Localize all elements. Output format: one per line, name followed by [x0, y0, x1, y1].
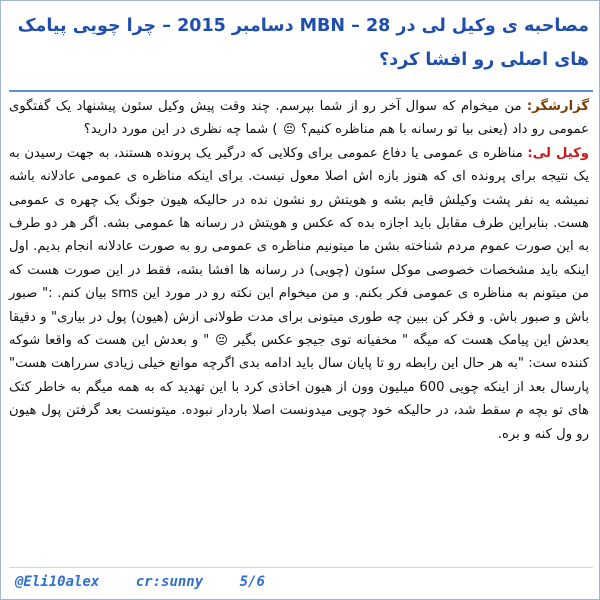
title-divider [9, 90, 593, 92]
speaker-reporter-label: گزارشگر: [526, 99, 589, 114]
reporter-text-before: من میخوام که سوال آخر رو از شما بپرسم. چند وقت پیش وکیل سئون پیشنهاد یک گفتگوی عمومی رو داد (یعنی بیا تو رسانه با هم مناظره کنیم؟ [9, 99, 589, 138]
interview-body [9, 95, 589, 446]
page-footer [1, 567, 599, 599]
lawyer-text-part-3: " و بعدش این هست که واقعا شوکه کننده ست: "به هر حال این رابطه رو تا پایان سال باید ادامه بدی اگرچه موانع خیلی زیادی سرراهت هست" پارسال بعد از اینکه چویی [9, 333, 589, 395]
neutral-face-icon [216, 334, 227, 345]
lawyer-text-part-1: مناظره ی عمومی یا دفاع عمومی برای وکلایی که درگیر یک پرونده هستند، به جهت رسیدن به یک نتیجه برای پرونده ای که هنوز بازه اش اصلا معول نیست. برای اینکه مناظره ی عمومی عادلانه باشه نمیشه یه نفر پشت وکیلش قایم بشه و هویتش رو نشون نده در حالیکه هیون جونگ یک چهره ی عمومی هست. بنابراین طرف مقابل باید اجازه بده که عکس و هویتش در رسانه ها عمومی بشه. اگر هر دو طرف به این صورت عموم مردم شناخته بشن ما میتونیم مناظره ی عمومی رو به صورت عادلانه انجام بدیم. اول اینکه باید مشخصات خصوصی موکل سئون (چویی) در رسانه ها افشا بشه، فقط در این صورت هست که من میتونم به مناظره ی عمومی فکر بکنم. و من میخوام این نکته رو در مورد این [9, 145, 589, 302]
lawyer-text-part-4: میلیون وون از هیون اخاذی کرد با این تهدید که به همه میگم به خاطر کتک های تو بچه م سقط شد، در حالیکه خود چویی میدونست اصلا باردار نبوده. میتونست بعد گرفتن پول هیون رو ول کنه و بره. [9, 379, 589, 442]
reporter-paragraph [9, 95, 589, 142]
reporter-text-after: ) شما چه نظری در این مورد دارید؟ [83, 122, 282, 138]
neutral-face-icon [284, 123, 295, 134]
translator-handle: @Eli10alex [15, 574, 100, 590]
page-title: مصاحبه ی وکیل لی در MBN – 28 دسامبر 2015 – چرا چویی پیامک های اصلی رو افشا کرد؟ [17, 16, 589, 70]
sms-term: sms [111, 286, 138, 302]
extortion-amount: 600 [419, 379, 445, 395]
lawyer-text-part-2: بیان کنم. :" صبور باش و صبور باش. و فکر کن ببین چه طوری میتونی برای مدت طولانی ازش (هیون) پول در بیاری" و دقیقا بعدش این پیامک هست که میگه " مخفیانه توی جیجو عکس بگیر [9, 286, 589, 349]
lawyer-paragraph [9, 142, 589, 446]
speaker-lawyer-label: وکیل لی: [527, 145, 589, 161]
footer-credits [15, 574, 293, 590]
footer-divider [9, 567, 593, 568]
credit-label: cr:sunny [135, 574, 204, 590]
page-number: 5/6 [239, 574, 265, 590]
